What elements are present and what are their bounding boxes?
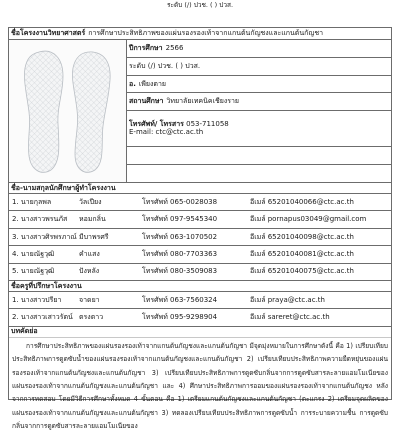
abstract-text: การศึกษาประสิทธิภาพของแผ่นรองรองเท้าจากแกนต้นกัญชงและแกนต้นกัญชา มีจุดมุ่งหมายในการศึกษาดังนี้ คือ 1) เปรียบเทียบประสิทธิภาพการดูดซับน้ำของแผ่นรองรองเท้าจากแกนต้นกัญชงและแกนต้นกัญชา 2) เปรียบเทียบประสิทธิภาพความยืดหยุ่นของแผ่นรองรองเท้าจากแกนต้นกัญชงและแกนต้นกัญชา 3) เปรียบเทียบประสิทธิภาพการดูดซับกลิ่นจากการดูดซับสารละลายแอมโมเนียของแผ่นรองรองเท้าจากแกนต้นกัญชงและแกนต้นกัญชา และ 4) ศึกษาประสิทธิภาพการออมของแผ่นรองรองเท้าจากแกนต้นกัญชง หลังจากการทดสอบ โดยมีวิธีการศึกษาทั้งหมด 4 ขั้นตอน คือ 1) เตรียมแกนต้นกัญชงและแกนต้นกัญชา (ตะแกรง 2) เตรียมจุดผลิตของแผ่นรองรองเท้าจากแกนต้นกัญชงและแกนต้นกัญชา 3) ทดลองเปรียบเทียบประสิทธิภาพการดูดซับน้ำ การระบายความชื้น การดูดซับกลิ่นจากการดูดซับสารละลายแอมโมเนียของ xyxy=(12,341,388,431)
member-name: 3. นางสาวศิรพรภาณ์ xyxy=(12,232,77,241)
advisor-phone: โทรศัพท์ 063-7560324 xyxy=(142,295,218,304)
member-name: 4. นายณัฐวุฒิ xyxy=(12,249,55,258)
project-title-row xyxy=(9,28,391,40)
members-section-title: ชื่อ-นามสกุลนักศึกษาผู้ทำโครงงาน xyxy=(9,183,391,194)
advisors-list xyxy=(9,292,391,327)
member-phone: โทรศัพท์ 080-7703363 xyxy=(142,249,218,258)
advisor-name: 2. นางสาวเสาวรัตน์ xyxy=(12,313,73,322)
member-row xyxy=(9,246,391,263)
advisor-name: 1. นางสาวปรียา xyxy=(12,295,62,304)
phone-line xyxy=(129,120,229,129)
member-phone: โทรศัพท์ 080-3509083 xyxy=(142,267,218,276)
school-value: วิทยาลัยเทคนิคเชียงราย xyxy=(166,97,240,106)
members-list xyxy=(9,194,391,281)
member-row xyxy=(9,264,391,281)
member-phone: โทรศัพท์ 065-0028038 xyxy=(142,197,218,206)
insole-image xyxy=(9,40,125,182)
member-name: 1. นายกุลพล xyxy=(12,197,52,206)
member-name: 5. นายณัฐวุฒิ xyxy=(12,267,55,276)
insole-pair-photo xyxy=(9,40,127,182)
year-label: ปีการศึกษา xyxy=(129,44,163,53)
project-form xyxy=(8,27,392,431)
member-email: อีเมล์ 65201040075@ctc.ac.th xyxy=(250,267,354,276)
year-value: 2566 xyxy=(165,44,184,53)
school-row xyxy=(127,93,391,111)
member-surname: ปังหลัง xyxy=(79,267,100,276)
member-phone: โทรศัพท์ 063-1070502 xyxy=(142,232,218,241)
member-row xyxy=(9,211,391,228)
level-row xyxy=(127,58,391,76)
header-level-strip: ระดับ (/) ปวช. ( ) ปวส. xyxy=(166,1,234,9)
email-label: E-mail: xyxy=(129,128,154,137)
level-value: ระดับ (/) ปวช. ( ) ปวส. xyxy=(129,61,201,70)
contact-row xyxy=(127,111,391,147)
email-line xyxy=(129,128,203,137)
member-email: อีเมล์ pornapus03049@gmail.com xyxy=(250,215,367,224)
member-phone: โทรศัพท์ 097-9545340 xyxy=(142,215,218,224)
advisor-label: อ. xyxy=(129,79,136,88)
member-email: อีเมล์ 65201040066@ctc.ac.th xyxy=(250,197,354,206)
info-spacer-row xyxy=(127,147,391,165)
advisor-person-row xyxy=(9,309,391,326)
phone-value: 053-711058 xyxy=(186,119,229,128)
advisor-value: เพียงตาย xyxy=(138,79,166,88)
abstract-title: บทคัดย่อ xyxy=(9,327,391,338)
info-spacer-row xyxy=(127,165,391,183)
member-surname: มีบาพรศรี xyxy=(79,232,109,241)
member-surname: หอมกลิ่น xyxy=(79,215,106,224)
member-row xyxy=(9,229,391,246)
project-title: การศึกษาประสิทธิภาพของแผ่นรองรองเท้าจากแกนต้นกัญชงและแกนต้นกัญชา xyxy=(88,29,324,38)
phone-label: โทรศัพท์/ โทรสาร xyxy=(129,119,184,128)
advisor-row xyxy=(127,76,391,94)
year-row xyxy=(127,40,391,58)
member-name: 2. นางสาวพรนภัส xyxy=(12,215,68,224)
email-value: ctc@ctc.ac.th xyxy=(155,128,204,137)
advisors-section-title: ชื่อครูที่ปรึกษาโครงงาน xyxy=(9,281,391,292)
advisor-email: อีเมล์ praya@ctc.ac.th xyxy=(250,295,325,304)
project-title-label: ชื่อโครงงานวิทยาศาสตร์ xyxy=(11,29,86,38)
member-surname: คำแสง xyxy=(79,249,100,258)
member-email: อีเมล์ 65201040098@ctc.ac.th xyxy=(250,232,354,241)
left-insole-shape xyxy=(24,51,63,172)
advisor-person-row xyxy=(9,292,391,309)
advisor-surname: ตรงตาว xyxy=(79,313,104,322)
advisor-surname: จาดยา xyxy=(79,295,100,304)
member-email: อีเมล์ 65201040081@ctc.ac.th xyxy=(250,249,354,258)
school-label: สถานศึกษา xyxy=(129,97,164,106)
advisor-phone: โทรศัพท์ 095-9298904 xyxy=(142,313,218,322)
project-info-block xyxy=(9,40,391,183)
member-row xyxy=(9,194,391,211)
member-surname: วัลเปียง xyxy=(79,197,102,206)
advisor-email: อีเมล์ sareret@ctc.ac.th xyxy=(250,313,330,322)
info-fields xyxy=(127,40,391,182)
